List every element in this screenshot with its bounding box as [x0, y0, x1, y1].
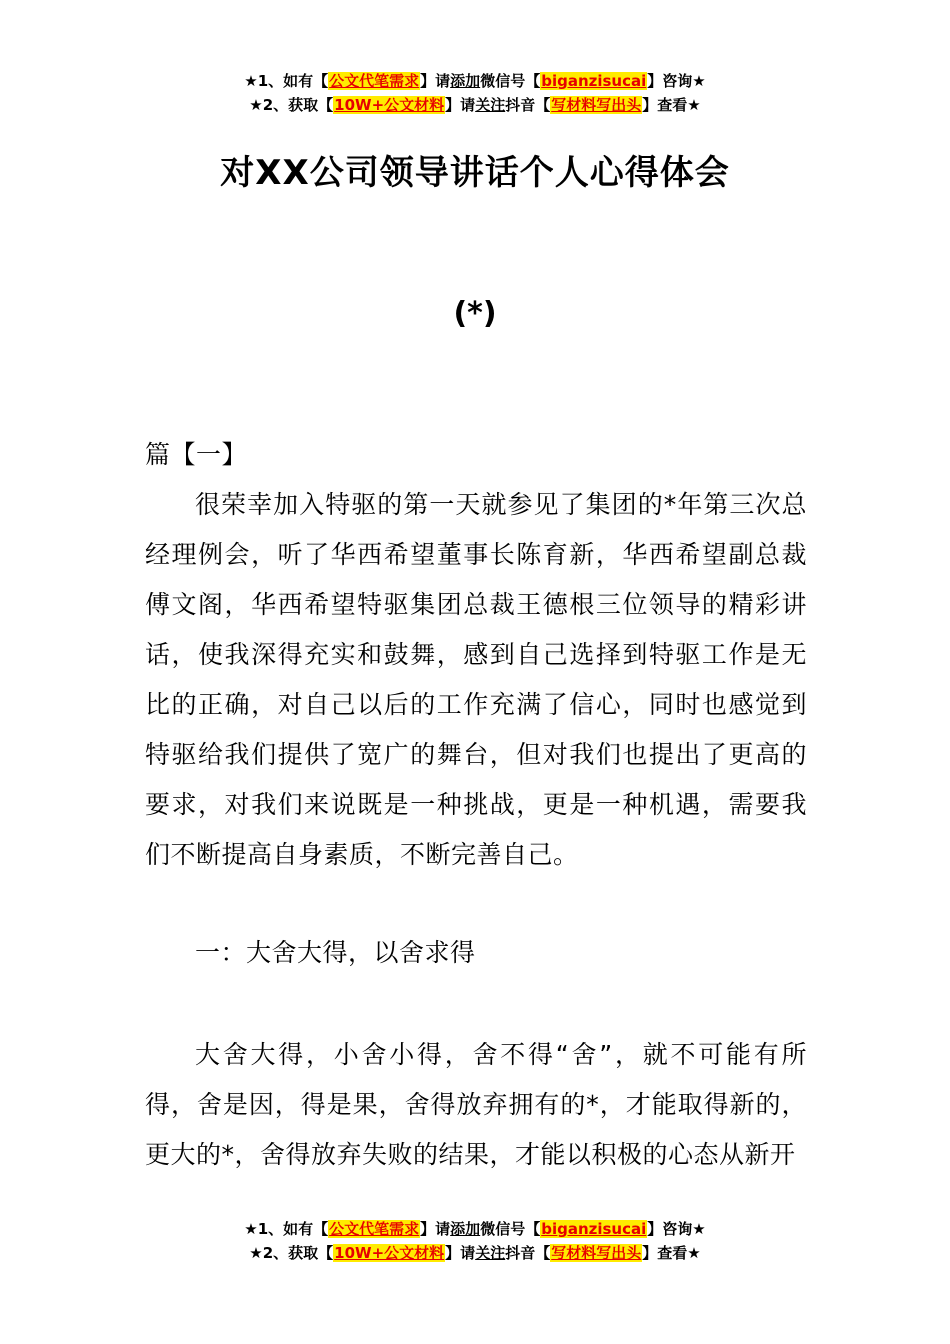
- promo-text: 1、如有【: [257, 1220, 329, 1238]
- promo-underline: 添加: [450, 72, 481, 90]
- promo-text: 】请: [445, 1244, 476, 1262]
- promo-douyin-id: 写材料写出头: [551, 1244, 642, 1262]
- promo-text: 微信号【: [480, 1220, 541, 1238]
- body-paragraph-1: [145, 480, 807, 880]
- subheading-1: [145, 928, 807, 978]
- promo-text: 2、获取【: [262, 96, 334, 114]
- promo-text: 】请: [420, 72, 451, 90]
- promo-wechat-id: biganzisucai: [541, 1220, 647, 1238]
- star-icon: ★: [687, 1244, 701, 1262]
- promo-line-1: [0, 69, 950, 93]
- promo-wechat-id: biganzisucai: [541, 72, 647, 90]
- promo-text: 抖音【: [505, 1244, 551, 1262]
- subheading-text: 一：大舍大得，以舍求得: [195, 938, 476, 967]
- star-icon: ★: [249, 96, 263, 114]
- promo-text: 抖音【: [505, 96, 551, 114]
- promo-text: 】咨询: [647, 72, 693, 90]
- promo-douyin-id: 写材料写出头: [551, 96, 642, 114]
- paragraph-text: 大舍大得，小舍小得，舍不得“舍”，就不可能有所得，舍是因，得是果，舍得放弃拥有的*，才能取得新的，更大的*，舍得放弃失败的结果，才能以积极的心态从新开: [145, 1040, 807, 1169]
- promo-highlight: 公文代笔需求: [329, 1220, 420, 1238]
- body-paragraph-2: [145, 1030, 807, 1180]
- promo-banner-bottom: [0, 1217, 950, 1265]
- promo-underline: 关注: [475, 96, 506, 114]
- star-icon: ★: [692, 1220, 706, 1238]
- promo-text: 】查看: [642, 1244, 688, 1262]
- promo-text: 】咨询: [647, 1220, 693, 1238]
- promo-line-2: [0, 1241, 950, 1265]
- promo-text: 】请: [420, 1220, 451, 1238]
- promo-highlight: 公文代笔需求: [329, 72, 420, 90]
- promo-banner-top: [0, 69, 950, 117]
- document-title: 对XX公司领导讲话个人心得体会: [220, 153, 730, 193]
- document-subtitle: (*): [453, 296, 497, 331]
- star-icon: ★: [692, 72, 706, 90]
- promo-underline: 关注: [475, 1244, 506, 1262]
- star-icon: ★: [687, 96, 701, 114]
- promo-text: 2、获取【: [262, 1244, 334, 1262]
- promo-line-1: [0, 1217, 950, 1241]
- promo-line-2: [0, 93, 950, 117]
- star-icon: ★: [249, 1244, 263, 1262]
- promo-text: 】查看: [642, 96, 688, 114]
- section-heading-text: 篇【一】: [145, 440, 248, 469]
- star-icon: ★: [244, 1220, 258, 1238]
- paragraph-text: 很荣幸加入特驱的第一天就参见了集团的*年第三次总经理例会，听了华西希望董事长陈育新，华西希望副总裁傅文阁，华西希望特驱集团总裁王德根三位领导的精彩讲话，使我深得充实和鼓舞，感到自己选择到特驱工作是无比的正确，对自己以后的工作充满了信心，同时也感觉到特驱给我们提供了宽广的舞台，但对我们也提出了更高的要求，对我们来说既是一种挑战，更是一种机遇，需要我们不断提高自身素质，不断完善自己。: [145, 490, 807, 869]
- section-heading: [145, 430, 807, 480]
- promo-highlight: 10W+公文材料: [334, 1244, 445, 1262]
- promo-underline: 添加: [450, 1220, 481, 1238]
- star-icon: ★: [244, 72, 258, 90]
- promo-text: 1、如有【: [257, 72, 329, 90]
- promo-text: 微信号【: [480, 72, 541, 90]
- promo-text: 】请: [445, 96, 476, 114]
- promo-highlight: 10W+公文材料: [334, 96, 445, 114]
